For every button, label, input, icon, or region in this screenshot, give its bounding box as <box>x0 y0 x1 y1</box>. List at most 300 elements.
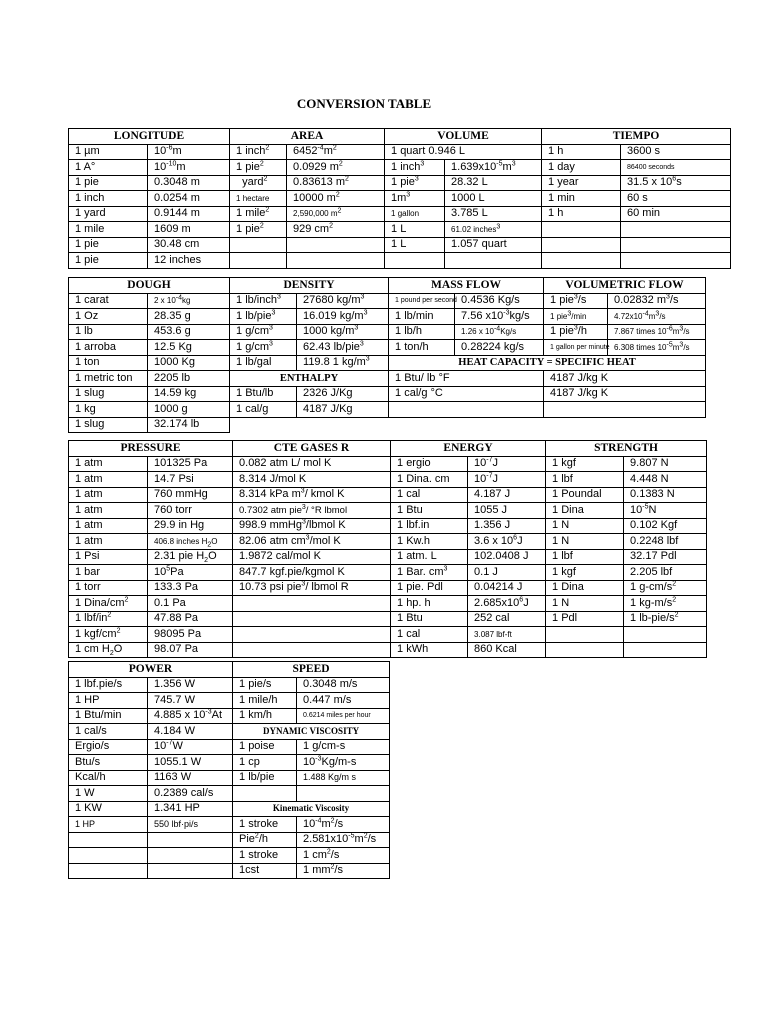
cell: 1000 Kg <box>148 355 230 371</box>
cell: 1 mile <box>69 222 148 238</box>
cell: 82.06 atm $cm^3$/mol K <box>233 534 391 550</box>
cell: Ergio/s <box>69 739 148 755</box>
cell: 4187 J/Kg <box>297 402 389 418</box>
cell: 61.02 inches$^3$ <box>445 222 542 238</box>
cell: 1 pie$^3$/s <box>544 293 608 309</box>
table-row <box>69 503 707 519</box>
cell: 14.7 Psi <box>148 472 233 488</box>
cell: 1 pie/s <box>233 677 297 693</box>
cell: 1 Btu/lb <box>230 386 297 402</box>
cell: 1.356 W <box>148 677 233 693</box>
cell: 1.9872 cal/mol K <box>233 549 391 565</box>
cell <box>621 253 731 269</box>
cell <box>542 253 621 269</box>
header-enthalpy: ENTHALPY <box>230 371 389 387</box>
page-title: CONVERSION TABLE <box>296 96 432 111</box>
cell: Kcal/h <box>69 770 148 786</box>
table-row <box>69 309 706 325</box>
cell <box>233 611 391 627</box>
table-row <box>69 863 390 879</box>
cell: 1 g/cm-s <box>297 739 390 755</box>
cell: 2.31 pie $H_2O$ <box>148 549 233 565</box>
cell: 1 cal <box>391 487 468 503</box>
cell: 550 lbf·pi/s <box>148 817 233 833</box>
cell: 101325 Pa <box>148 456 233 472</box>
table-row <box>69 708 390 724</box>
table-row <box>69 160 731 176</box>
cell: 1 N <box>546 596 624 612</box>
cell: 0.0929 $m^2$ <box>287 160 385 176</box>
cell: 1 ton <box>69 355 148 371</box>
cell <box>233 642 391 658</box>
cell <box>287 237 385 253</box>
cell: 0.2248 lbf <box>624 534 707 550</box>
cell: 1 lbf.pie/s <box>69 677 148 693</box>
cell: 133.3 Pa <box>148 580 233 596</box>
cell: 0.447 m/s <box>297 693 390 709</box>
table-row <box>69 817 390 833</box>
cell: 0.082 atm L/ mol K <box>233 456 391 472</box>
cell: 1 N <box>546 518 624 534</box>
table-row <box>69 518 707 534</box>
cell: 1 Pdl <box>546 611 624 627</box>
cell: 1 atm <box>69 518 148 534</box>
table-row <box>69 487 707 503</box>
header-pressure: PRESSURE <box>69 441 233 457</box>
cell: 1 Dina <box>546 503 624 519</box>
cell: 1 day <box>542 160 621 176</box>
cell: 30.48 cm <box>148 237 230 253</box>
cell: $2.685x10^6J$ <box>468 596 546 612</box>
cell: 1 inch$^2$ <box>230 144 287 160</box>
cell: 1 cal/g <box>230 402 297 418</box>
cell: 0.102 Kgf <box>624 518 707 534</box>
cell: $1m^3$ <box>385 191 445 207</box>
table-row <box>69 417 706 433</box>
cell: 3.785 L <box>445 206 542 222</box>
cell <box>621 222 731 238</box>
cell: 102.0408 J <box>468 549 546 565</box>
cell: 1.356 J <box>468 518 546 534</box>
cell: $10^{-7}W$ <box>148 739 233 755</box>
cell: 1 mile$^2$ <box>230 206 287 222</box>
cell: 1 gallon <box>385 206 445 222</box>
table-dough-density-flow <box>68 277 706 433</box>
cell: 1 lb/h <box>389 324 455 340</box>
cell: 1 km/h <box>233 708 297 724</box>
cell: 8.314 J/mol K <box>233 472 391 488</box>
cell: 0.7302 atm pie$^3$/ °R lbmol <box>233 503 391 519</box>
cell: 32.174 lb <box>148 417 230 433</box>
cell: 6.308 times $10^{-5}m^3/s$ <box>608 340 706 356</box>
cell: 3.087 lbf-ft <box>468 627 546 643</box>
cell: 1 stroke <box>233 848 297 864</box>
table-row <box>69 549 707 565</box>
cell: 760 torr <box>148 503 233 519</box>
cell: 1 lb/pie$^3$ <box>230 309 297 325</box>
cell: 1 pie$^2$ <box>230 160 287 176</box>
table-row <box>69 386 706 402</box>
table-row <box>69 755 390 771</box>
cell: 1 kgf/$cm^2$ <box>69 627 148 643</box>
cell: 1 HP <box>69 817 148 833</box>
cell: 0.3048 m/s <box>297 677 390 693</box>
cell: 10000 $m^2$ <box>287 191 385 207</box>
cell: 1 lbf.in <box>391 518 468 534</box>
cell: 1 Oz <box>69 309 148 325</box>
header-speed: SPEED <box>233 662 390 678</box>
cell: $10^5Pa$ <box>148 565 233 581</box>
cell: 1609 m <box>148 222 230 238</box>
cell: 1 bar <box>69 565 148 581</box>
cell: 1 $g/cm^3$ <box>230 340 297 356</box>
cell: 1 atm <box>69 472 148 488</box>
cell: 1055.1 W <box>148 755 233 771</box>
cell: 860 Kcal <box>468 642 546 658</box>
table-row <box>69 786 390 802</box>
cell: $10^{-10}m$ <box>148 160 230 176</box>
cell: 1 Dina/$cm^2$ <box>69 596 148 612</box>
cell: 1 pound per second <box>389 293 455 309</box>
cell: 1 h <box>542 206 621 222</box>
cell: 3600 s <box>621 144 731 160</box>
cell: 32.17 Pdl <box>624 549 707 565</box>
cell: 1cst <box>233 863 297 879</box>
header-volume: VOLUME <box>385 129 542 145</box>
cell: 453.6 g <box>148 324 230 340</box>
cell: 2205 lb <box>148 371 230 387</box>
cell: 1 kgf <box>546 565 624 581</box>
header-dynamic-viscosity: DYNAMIC VISCOSITY <box>233 724 390 740</box>
table-row <box>69 580 707 596</box>
cell: 1 cm $H_2O$ <box>69 642 148 658</box>
cell: 1 Btu/ lb °F <box>389 371 544 387</box>
cell: $6452^{-4}m^2$ <box>287 144 385 160</box>
cell: 1 KW <box>69 801 148 817</box>
cell: 1 arroba <box>69 340 148 356</box>
cell: 1 mile/h <box>233 693 297 709</box>
cell: 16.019 $kg/m^3$ <box>297 309 389 325</box>
cell: 4187 J/kg K <box>544 371 706 387</box>
cell: 1 min <box>542 191 621 207</box>
cell <box>546 627 624 643</box>
header-power: POWER <box>69 662 233 678</box>
table-row <box>69 355 706 371</box>
cell <box>230 237 287 253</box>
cell: 0.0254 m <box>148 191 230 207</box>
table-row <box>69 175 731 191</box>
cell: 12.5 Kg <box>148 340 230 356</box>
header-volumetric-flow: VOLUMETRIC FLOW <box>544 278 706 294</box>
cell: 1.341 HP <box>148 801 233 817</box>
cell: 1000 $kg/m^3$ <box>297 324 389 340</box>
cell: Pie$^2$/h <box>233 832 297 848</box>
cell: 1 lb/gal <box>230 355 297 371</box>
table-row <box>69 402 706 418</box>
cell: 1 pie$^3$/h <box>544 324 608 340</box>
table-row <box>69 627 707 643</box>
cell: 0.4536 Kg/s <box>455 293 544 309</box>
cell: yard$^2$ <box>230 175 287 191</box>
cell: 1 pie$^2$ <box>230 222 287 238</box>
cell: 1 lbf <box>546 549 624 565</box>
cell: 0.1383 N <box>624 487 707 503</box>
table-row <box>69 191 731 207</box>
header-heat-capacity: HEAT CAPACITY = SPECIFIC HEAT <box>389 355 706 371</box>
cell: 86400 seconds <box>621 160 731 176</box>
cell: 1 hectare <box>230 191 287 207</box>
table-row <box>69 293 706 309</box>
cell: 0.9144 m <box>148 206 230 222</box>
cell: $1.639x10^{-5}m^3$ <box>445 160 542 176</box>
cell <box>233 786 297 802</box>
table-row <box>69 456 707 472</box>
table-row <box>69 724 390 740</box>
cell <box>230 253 287 269</box>
cell: $10^{-5}N$ <box>624 503 707 519</box>
cell: 1 carat <box>69 293 148 309</box>
cell: 1 $g-cm/s^2$ <box>624 580 707 596</box>
cell <box>544 402 706 418</box>
cell: 10.73 psi pie$^3$/ lbmol R <box>233 580 391 596</box>
table-row <box>69 832 390 848</box>
cell: 1000 L <box>445 191 542 207</box>
cell: $10^{-7}J$ <box>468 456 546 472</box>
header-kinematic-viscosity: Kinematic Viscosity <box>233 801 390 817</box>
cell <box>624 627 707 643</box>
cell: 1 pie$^3$/min <box>544 309 608 325</box>
cell: 1 torr <box>69 580 148 596</box>
cell <box>542 222 621 238</box>
cell: 47.88 Pa <box>148 611 233 627</box>
cell: 1 L <box>385 237 445 253</box>
cell: 1 HP <box>69 693 148 709</box>
table-row <box>69 677 390 693</box>
header-dough: DOUGH <box>69 278 230 294</box>
cell: 2,590,000 $m^2$ <box>287 206 385 222</box>
table-row <box>69 237 731 253</box>
cell: 98095 Pa <box>148 627 233 643</box>
cell: 1 $kg-m/s^2$ <box>624 596 707 612</box>
table-row <box>69 222 731 238</box>
cell: 1 pie$^3$ <box>385 175 445 191</box>
table-row <box>69 770 390 786</box>
cell: 1 Btu <box>391 503 468 519</box>
cell: 1 atm <box>69 456 148 472</box>
cell: 1 $g/cm^3$ <box>230 324 297 340</box>
cell: 1.057 quart <box>445 237 542 253</box>
cell: 1 lb/pie <box>233 770 297 786</box>
table-row <box>69 693 390 709</box>
cell: 0.2389 cal/s <box>148 786 233 802</box>
cell: 1 Dina. cm <box>391 472 468 488</box>
cell <box>69 863 148 879</box>
cell <box>233 596 391 612</box>
cell: 1 lb/inch$^3$ <box>230 293 297 309</box>
cell: 1 yard <box>69 206 148 222</box>
table-longitude-area-volume-time <box>68 128 731 269</box>
cell: $10^{-6}m$ <box>148 144 230 160</box>
cell: 60 s <box>621 191 731 207</box>
cell: 847.7 kgf.pie/kgmol K <box>233 565 391 581</box>
cell: 1 Bar. $cm^3$ <box>391 565 468 581</box>
cell: 1 cp <box>233 755 297 771</box>
cell: 8.314 kPa $m^3/$ kmol K <box>233 487 391 503</box>
cell: $10^{-7}J$ <box>468 472 546 488</box>
cell: 1 Psi <box>69 549 148 565</box>
cell: 1 h <box>542 144 621 160</box>
cell: 1 metric ton <box>69 371 148 387</box>
table-row <box>69 324 706 340</box>
header-strength: STRENGTH <box>546 441 707 457</box>
cell: 1 pie <box>69 253 148 269</box>
cell <box>287 253 385 269</box>
cell: 4.885 x $10^{-3}At$ <box>148 708 233 724</box>
cell: 0.28224 kg/s <box>455 340 544 356</box>
header-density: DENSITY <box>230 278 389 294</box>
cell: 1 lb <box>69 324 148 340</box>
cell: $10^{-3}Kg/m-s$ <box>297 755 390 771</box>
cell: 60 min <box>621 206 731 222</box>
cell: 1 inch <box>69 191 148 207</box>
cell: 0.02832 $m^3/s$ <box>608 293 706 309</box>
header-longitude: LONGITUDE <box>69 129 230 145</box>
cell <box>233 627 391 643</box>
cell: Btu/s <box>69 755 148 771</box>
cell <box>542 237 621 253</box>
cell: 12 inches <box>148 253 230 269</box>
table-row <box>69 534 707 550</box>
cell: 1 pie <box>69 175 148 191</box>
cell: 0.1 Pa <box>148 596 233 612</box>
table-row <box>69 611 707 627</box>
cell: 1 Btu/min <box>69 708 148 724</box>
cell: 1 inch$^3$ <box>385 160 445 176</box>
cell: 98.07 Pa <box>148 642 233 658</box>
cell: 119.8 1 $kg/m^3$ <box>297 355 389 371</box>
cell: 1.26 x $10^{-4}Kg/s$ <box>455 324 544 340</box>
table-row <box>69 642 707 658</box>
cell: 1 $lb-pie/s^2$ <box>624 611 707 627</box>
cell: 1055 J <box>468 503 546 519</box>
cell: 1 gallon per minute <box>544 340 608 356</box>
cell <box>297 786 390 802</box>
cell <box>546 642 624 658</box>
cell: 4.184 W <box>148 724 233 740</box>
cell: 7.867 times $10^{-6}m^3/s$ <box>608 324 706 340</box>
cell: 4.448 N <box>624 472 707 488</box>
cell: 1 atm <box>69 534 148 550</box>
cell: 1 hp. h <box>391 596 468 612</box>
cell: 1000 g <box>148 402 230 418</box>
cell: 28.35 g <box>148 309 230 325</box>
cell <box>624 642 707 658</box>
cell <box>621 237 731 253</box>
cell: 0.1 J <box>468 565 546 581</box>
header-tiempo: TIEMPO <box>542 129 731 145</box>
cell: $4.72x10^{-4}m^3/s$ <box>608 309 706 325</box>
table-row <box>69 144 731 160</box>
cell: 998.9 mmHg$^3$/lbmol K <box>233 518 391 534</box>
cell: 1 µm <box>69 144 148 160</box>
cell: 1 ton/h <box>389 340 455 356</box>
cell: 760 mmHg <box>148 487 233 503</box>
cell: 2 x $10^{-4}kg$ <box>148 293 230 309</box>
cell: 1 $cm^2/s$ <box>297 848 390 864</box>
cell: 1 atm <box>69 487 148 503</box>
cell: 1 N <box>546 534 624 550</box>
cell: 1 slug <box>69 417 148 433</box>
table-pressure-gas-energy-strength <box>68 440 707 658</box>
cell: 4.187 J <box>468 487 546 503</box>
cell <box>69 848 148 864</box>
cell: 9.807 N <box>624 456 707 472</box>
cell: 62.43 lb/pie$^3$ <box>297 340 389 356</box>
cell: 14.59 kg <box>148 386 230 402</box>
cell: 3.6 x $10^6J$ <box>468 534 546 550</box>
cell: 4187 J/kg K <box>544 386 706 402</box>
cell: 0.3048 m <box>148 175 230 191</box>
cell: 29.9 in Hg <box>148 518 233 534</box>
cell: 1 A° <box>69 160 148 176</box>
cell: 31.5 x $10^6s$ <box>621 175 731 191</box>
cell: 1 kgf <box>546 456 624 472</box>
table-row <box>69 472 707 488</box>
cell <box>148 863 233 879</box>
table-row <box>69 739 390 755</box>
header-area: AREA <box>230 129 385 145</box>
cell: 1 year <box>542 175 621 191</box>
cell: 1 slug <box>69 386 148 402</box>
cell: 0.6214 miles per hour <box>297 708 390 724</box>
cell: 1163 W <box>148 770 233 786</box>
cell <box>445 253 542 269</box>
cell: 1.488 Kg/m s <box>297 770 390 786</box>
cell: 2.205 lbf <box>624 565 707 581</box>
cell: 1 cal/g °C <box>389 386 544 402</box>
cell: 1 Kw.h <box>391 534 468 550</box>
cell: 2326 J/Kg <box>297 386 389 402</box>
cell: 1 atm <box>69 503 148 519</box>
cell: 7.56 $x10^{-3}kg/s$ <box>455 309 544 325</box>
cell: 1 kg <box>69 402 148 418</box>
table-row <box>69 206 731 222</box>
cell: 1 cal <box>391 627 468 643</box>
cell: 406.8 inches $H_2O$ <box>148 534 233 550</box>
cell: 1 lbf <box>546 472 624 488</box>
cell: 1 stroke <box>233 817 297 833</box>
cell: 1 pie. Pdl <box>391 580 468 596</box>
header-energy: ENERGY <box>391 441 546 457</box>
cell: 1 Poundal <box>546 487 624 503</box>
cell <box>148 832 233 848</box>
table-power-speed-viscosity <box>68 661 390 879</box>
cell <box>69 832 148 848</box>
table-row <box>69 848 390 864</box>
cell: 1 $mm^2/s$ <box>297 863 390 879</box>
table-row <box>69 340 706 356</box>
cell: 252 cal <box>468 611 546 627</box>
cell: 1 lbf/$in^2$ <box>69 611 148 627</box>
cell: 745.7 W <box>148 693 233 709</box>
cell <box>389 402 544 418</box>
cell: 28.32 L <box>445 175 542 191</box>
cell: 1 L <box>385 222 445 238</box>
table-row <box>69 371 706 387</box>
cell: 27680 $kg/m^3$ <box>297 293 389 309</box>
cell: 0.83613 $m^2$ <box>287 175 385 191</box>
cell: 1 Dina <box>546 580 624 596</box>
